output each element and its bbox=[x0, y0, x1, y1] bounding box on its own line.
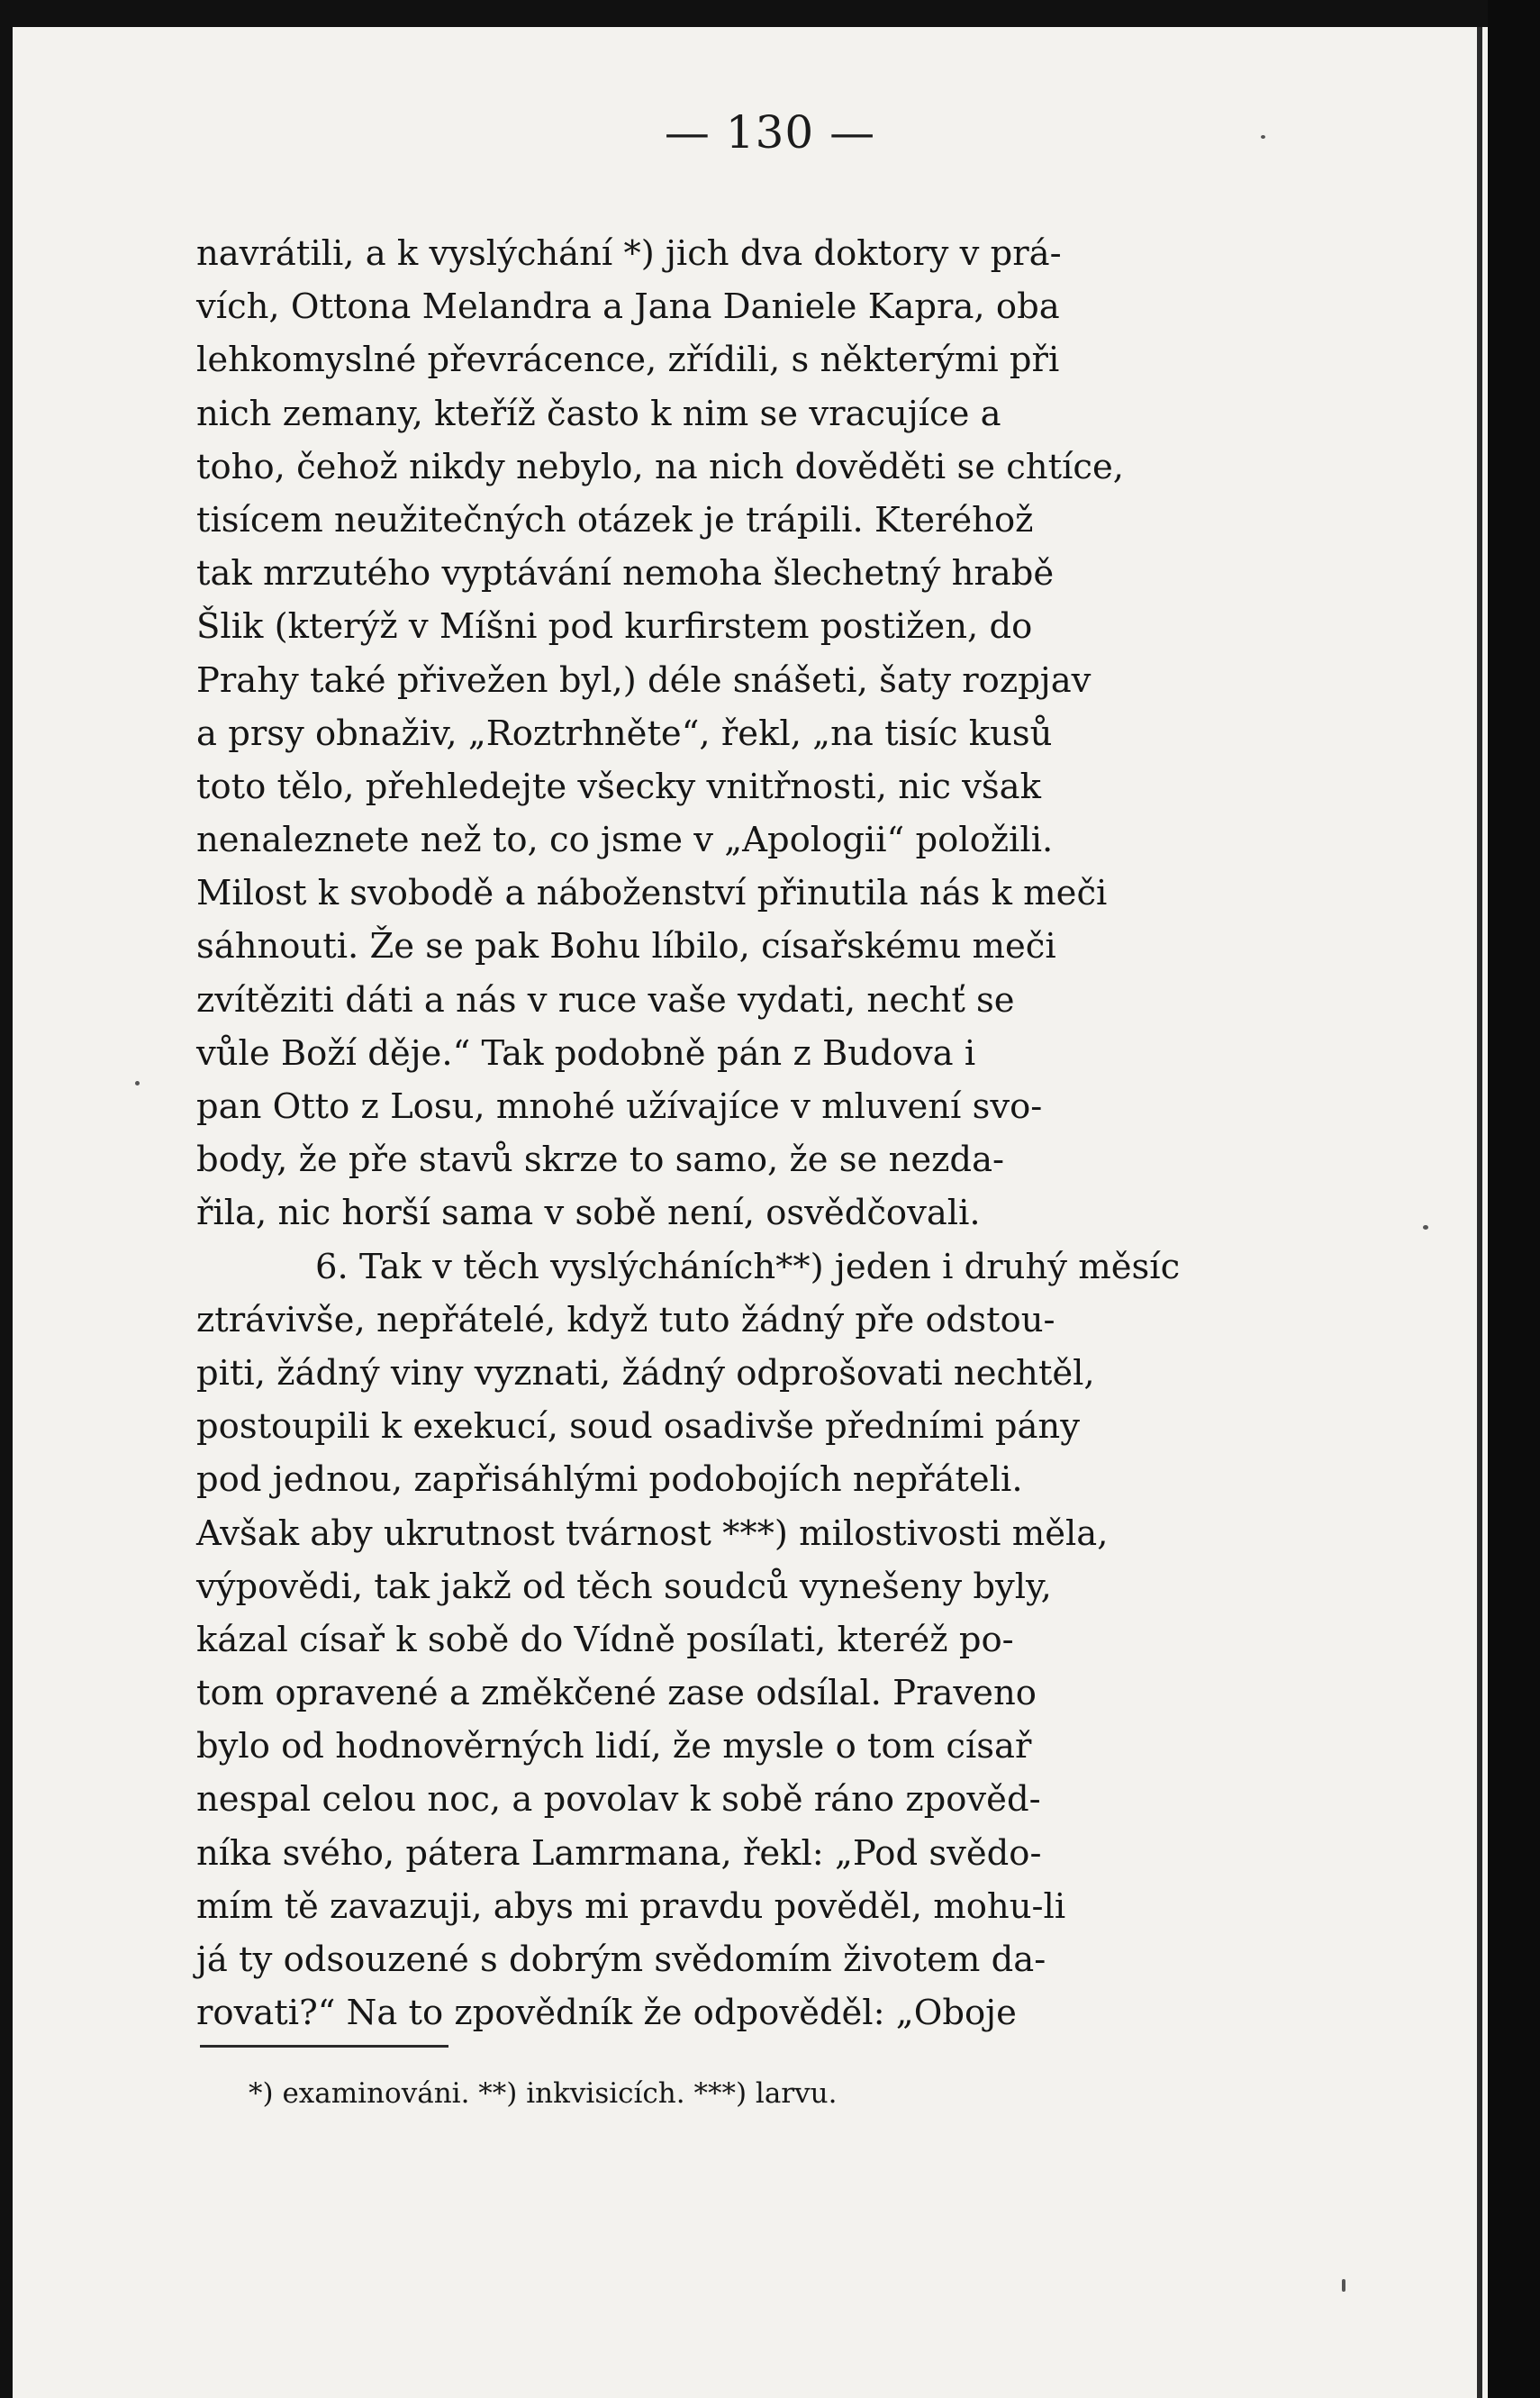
text-line: toto tělo, přehledejte všecky vnitřnosti, nic však bbox=[196, 766, 1041, 807]
text-line: sáhnouti. Že se pak Bohu líbilo, císařskému meči bbox=[196, 926, 1056, 967]
paragraph-start-line: 6. Tak v těch vyslýcháních**) jeden i druhý měsíc bbox=[315, 1246, 1181, 1287]
text-line: nespal celou noc, a povolav k sobě ráno zpověd- bbox=[196, 1779, 1041, 1821]
text-line: toho, čehož nikdy nebylo, na nich dověděti se chtíce, bbox=[196, 446, 1124, 487]
text-line: lehkomyslné převrácence, zřídili, s některými při bbox=[196, 340, 1060, 381]
text-line: pod jednou, zapřisáhlými podobojích nepřáteli. bbox=[196, 1459, 1023, 1501]
text-line: vích, Ottona Melandra a Jana Daniele Kapra, oba bbox=[196, 286, 1060, 328]
text-line: kázal císař k sobě do Vídně posílati, kteréž po- bbox=[196, 1619, 1014, 1660]
text-line: vůle Boží děje.“ Tak podobně pán z Budova i bbox=[196, 1032, 976, 1074]
print-speck bbox=[135, 1081, 140, 1085]
text-line: řila, nic horší sama v sobě není, osvědčovali. bbox=[196, 1193, 981, 1234]
scan-border bbox=[1488, 0, 1540, 2398]
text-line: Šlik (kterýž v Míšni pod kurfirstem postižen, do bbox=[196, 606, 1033, 648]
text-line: pan Otto z Losu, mnohé užívajíce v mluvení svo- bbox=[196, 1086, 1043, 1127]
text-line: a prsy obnaživ, „Roztrhněte“, řekl, „na tisíc kusů bbox=[196, 713, 1053, 754]
footnote: *) examinováni. **) inkvisicích. ***) larvu. bbox=[249, 2077, 838, 2110]
text-line: body, že pře stavů skrze to samo, že se nezda- bbox=[196, 1140, 1005, 1181]
text-line: já ty odsouzené s dobrým svědomím životem da- bbox=[196, 1939, 1046, 1980]
text-line: zvítěziti dáti a nás v ruce vaše vydati, nechť se bbox=[196, 979, 1015, 1021]
page-edge-shadow bbox=[1477, 27, 1482, 2398]
text-line: nenaleznete než to, co jsme v „Apologii“ položili. bbox=[196, 820, 1054, 861]
text-line: Avšak aby ukrutnost tvárnost ***) milostivosti měla, bbox=[196, 1512, 1109, 1554]
footnote-rule bbox=[200, 2045, 448, 2048]
text-line: navrátili, a k vyslýchání *) jich dva doktory v prá- bbox=[196, 233, 1062, 274]
text-line: rovati?“ Na to zpovědník že odpověděl: „Oboje bbox=[196, 1993, 1017, 2034]
text-line: mím tě zavazuji, abys mi pravdu pověděl, mohu-li bbox=[196, 1885, 1066, 1927]
text-line: nich zemany, kteříž často k nim se vracujíce a bbox=[196, 393, 1001, 434]
text-line: níka svého, pátera Lamrmana, řekl: „Pod svědo- bbox=[196, 1832, 1042, 1874]
page-number: — 130 — bbox=[664, 106, 876, 159]
text-line: piti, žádný viny vyznati, žádný odprošovati nechtěl, bbox=[196, 1352, 1095, 1394]
text-line: tak mrzutého vyptávání nemoha šlechetný hrabě bbox=[196, 553, 1055, 595]
text-line: výpovědi, tak jakž od těch soudců vynešeny byly, bbox=[196, 1566, 1052, 1607]
text-line: ztrávivše, nepřátelé, když tuto žádný pře odstou- bbox=[196, 1299, 1055, 1340]
text-line: tom opravené a změkčené zase odsílal. Praveno bbox=[196, 1673, 1037, 1714]
print-speck bbox=[1423, 1225, 1428, 1230]
text-line: Prahy také přivežen byl,) déle snášeti, šaty rozpjav bbox=[196, 659, 1092, 701]
text-line: postoupili k exekucí, soud osadivše předními pány bbox=[196, 1406, 1080, 1448]
text-line: tisícem neužitečných otázek je trápili. Kteréhož bbox=[196, 499, 1034, 540]
body-text bbox=[196, 227, 1336, 2039]
print-speck bbox=[1261, 135, 1265, 139]
text-line: Milost k svobodě a náboženství přinutila nás k meči bbox=[196, 873, 1108, 914]
text-line: bylo od hodnověrných lidí, že mysle o tom císař bbox=[196, 1726, 1032, 1767]
print-speck bbox=[1342, 2279, 1345, 2292]
